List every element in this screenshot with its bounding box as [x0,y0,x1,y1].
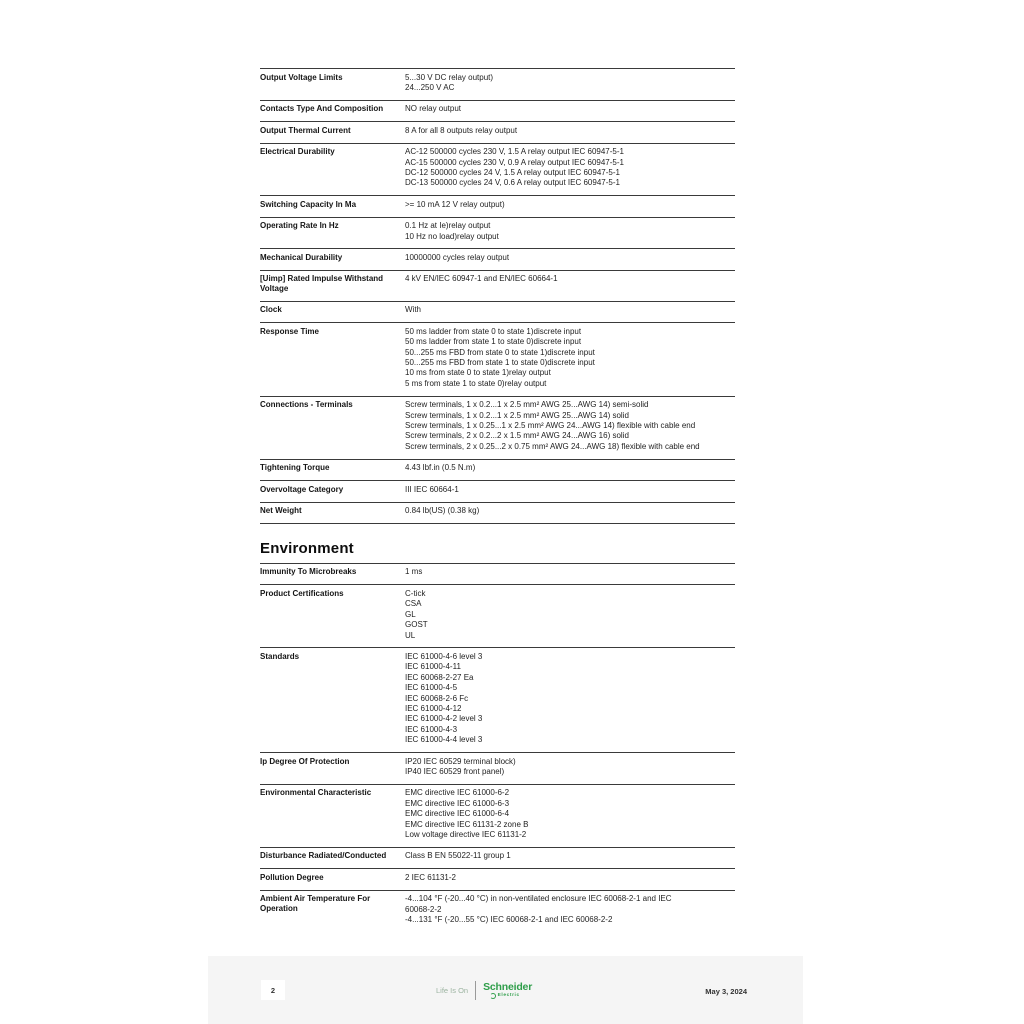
spec-label: Environmental Characteristic [260,788,372,798]
spec-value-line: IEC 60068-2-6 Fc [405,693,469,703]
spec-label: Ip Degree Of Protection [260,756,350,766]
spec-value-line: 0.84 lb(US) (0.38 kg) [405,506,480,516]
spec-row [260,502,735,523]
spec-label: Overvoltage Category [260,484,344,494]
spec-row [260,847,735,868]
spec-row [260,584,735,647]
spec-value-line: 50...255 ms FBD from state 0 to state 1)discrete input [405,347,595,357]
spec-value [405,851,735,861]
spec-value [405,463,735,473]
spec-value [405,200,735,210]
spec-value [405,788,735,840]
spec-row [260,459,735,480]
spec-value [405,327,735,389]
spec-label: Output Thermal Current [260,125,351,135]
spec-label: Switching Capacity In Ma [260,199,357,209]
spec-value-line: Screw terminals, 2 x 0.25...2 x 0.75 mm² AWG 24...AWG 18) flexible with cable end [405,441,700,451]
spec-label: Ambient Air Temperature For Operation [260,894,371,914]
spec-value [405,221,735,242]
schneider-electric-label: Electric [497,992,520,998]
spec-label: Response Time [260,326,319,336]
spec-value-line: -4...104 °F (-20...40 °C) in non-ventilated enclosure IEC 60068-2-1 and IEC [405,894,672,904]
spec-value [405,894,735,925]
schneider-logo [483,982,532,1000]
spec-value-line: 0.1 Hz at Ie)relay output [405,221,491,231]
spec-value-line: 50 ms ladder from state 0 to state 1)discrete input [405,326,582,336]
spec-row [260,270,735,301]
spec-value [405,485,735,495]
spec-label: Product Certifications [260,588,344,598]
spec-label: Standards [260,651,300,661]
spec-value-line: III IEC 60664-1 [405,484,459,494]
footer-date: May 3, 2024 [705,987,747,996]
spec-value-line: IEC 61000-4-6 level 3 [405,651,483,661]
spec-value [405,757,735,778]
spec-value [405,400,735,452]
footer-band [208,956,803,1024]
spec-row [260,248,735,269]
spec-row [260,396,735,459]
spec-value-line: IEC 61000-4-2 level 3 [405,714,483,724]
spec-value-line: IEC 61000-4-11 [405,662,461,672]
spec-row [260,784,735,847]
spec-value-line: IEC 61000-4-3 [405,724,458,734]
spec-value-line: EMC directive IEC 61000-6-4 [405,809,510,819]
spec-value-line: 50 ms ladder from state 1 to state 0)discrete input [405,337,582,347]
spec-row [260,121,735,142]
spec-label: Net Weight [260,506,302,516]
spec-row [260,322,735,395]
spec-value [405,147,735,189]
spec-value-line: 5 ms from state 1 to state 0)relay output [405,378,547,388]
spec-value-line: Screw terminals, 2 x 0.2...2 x 1.5 mm² AWG 24...AWG 16) solid [405,431,629,441]
schneider-electric-sub [483,993,532,999]
spec-value-line: 60068-2-2 [405,904,442,914]
spec-row [260,301,735,322]
spec-value-line: 10 Hz no load)relay output [405,231,499,241]
spec-label: Pollution Degree [260,872,324,882]
spec-value-line: GOST [405,620,428,630]
spec-value [405,126,735,136]
spec-value-line: AC-15 500000 cycles 230 V, 0.9 A relay output IEC 60947-5-1 [405,157,624,167]
spec-label: Output Voltage Limits [260,72,343,82]
life-is-on-tagline: Life Is On [436,986,469,995]
spec-value-line: IEC 60068-2-27 Ea [405,672,474,682]
spec-value [405,73,735,94]
spec-value-line: 8 A for all 8 outputs relay output [405,125,518,135]
spec-row [260,752,735,784]
spec-value-line: -4...131 °F (-20...55 °C) IEC 60068-2-1 and IEC 60068-2-2 [405,915,613,925]
spec-value-line: UL [405,630,416,640]
spec-label: Mechanical Durability [260,252,343,262]
schneider-swirl-icon [490,993,496,999]
spec-value-line: 24...250 V AC [405,82,455,92]
spec-value-line: IEC 61000-4-5 [405,683,458,693]
spec-row [260,868,735,889]
spec-value [405,567,735,577]
spec-value-line: 1 ms [405,567,423,577]
spec-value-line: IEC 61000-4-12 [405,703,462,713]
brand-logo-group [436,981,532,1000]
section-heading-environment: Environment [260,539,354,557]
spec-label: Operating Rate In Hz [260,221,339,231]
spec-value [405,506,735,516]
datasheet-page [260,68,735,932]
spec-value-line: GL [405,609,416,619]
page-number: 2 [261,980,285,1000]
spec-label: Electrical Durability [260,147,335,157]
spec-value-line: Screw terminals, 1 x 0.2...1 x 2.5 mm² AWG 25...AWG 14) semi-solid [405,400,649,410]
spec-value-line: CSA [405,599,422,609]
footer-divider [475,981,476,1000]
spec-value-line: 10000000 cycles relay output [405,252,510,262]
spec-label: Disturbance Radiated/Conducted [260,851,387,861]
spec-label: [Uimp] Rated Impulse Withstand Voltage [260,274,384,294]
spec-value-line: DC-12 500000 cycles 24 V, 1.5 A relay output IEC 60947-5-1 [405,167,620,177]
spec-value-line: >= 10 mA 12 V relay output) [405,199,505,209]
spec-label: Immunity To Microbreaks [260,567,357,577]
spec-value [405,873,735,883]
spec-value-line: EMC directive IEC 61131-2 zone B [405,819,529,829]
spec-value [405,652,735,746]
spec-value-line: EMC directive IEC 61000-6-2 [405,788,510,798]
spec-value [405,274,735,294]
spec-value-line: Screw terminals, 1 x 0.25...1 x 2.5 mm² AWG 24...AWG 14) flexible with cable end [405,421,696,431]
spec-row [260,217,735,249]
spec-value-line: Class B EN 55022-11 group 1 [405,851,511,861]
spec-value-line: IP20 IEC 60529 terminal block) [405,756,516,766]
spec-label: Contacts Type And Composition [260,104,384,114]
spec-value-line: DC-13 500000 cycles 24 V, 0.6 A relay output IEC 60947-5-1 [405,178,620,188]
spec-row [260,100,735,121]
spec-value-line: IEC 61000-4-4 level 3 [405,735,483,745]
spec-value [405,253,735,263]
spec-table-main [260,68,735,524]
spec-value-line: C-tick [405,588,426,598]
spec-row [260,480,735,501]
spec-table-environment [260,563,735,932]
spec-row [260,143,735,196]
spec-value [405,104,735,114]
spec-value-line: EMC directive IEC 61000-6-3 [405,798,510,808]
spec-value-line: 50...255 ms FBD from state 1 to state 0)discrete input [405,358,595,367]
spec-value-line: Screw terminals, 1 x 0.2...1 x 2.5 mm² AWG 25...AWG 14) solid [405,410,629,420]
spec-value [405,589,735,641]
spec-value-line: NO relay output [405,104,462,114]
spec-row [260,890,735,932]
spec-row [260,195,735,216]
spec-label: Connections - Terminals [260,400,353,410]
spec-label: Tightening Torque [260,463,330,473]
spec-value-line: 4.43 lbf.in (0.5 N.m) [405,463,476,473]
spec-value-line: Low voltage directive IEC 61131-2 [405,830,527,839]
spec-label: Clock [260,305,282,315]
schneider-wordmark: Schneider [483,980,533,993]
spec-row [260,647,735,752]
spec-value [405,305,735,315]
spec-value-line: 10 ms from state 0 to state 1)relay output [405,368,551,378]
spec-value-line: IP40 IEC 60529 front panel) [405,766,505,776]
spec-row [260,68,735,100]
spec-value-line: 5...30 V DC relay output) [405,72,494,82]
spec-row [260,563,735,584]
spec-value-line: 4 kV EN/IEC 60947-1 and EN/IEC 60664-1 [405,274,558,284]
spec-value-line: 2 IEC 61131-2 [405,872,456,882]
spec-value-line: AC-12 500000 cycles 230 V, 1.5 A relay output IEC 60947-5-1 [405,147,624,157]
spec-value-line: With [405,305,421,315]
